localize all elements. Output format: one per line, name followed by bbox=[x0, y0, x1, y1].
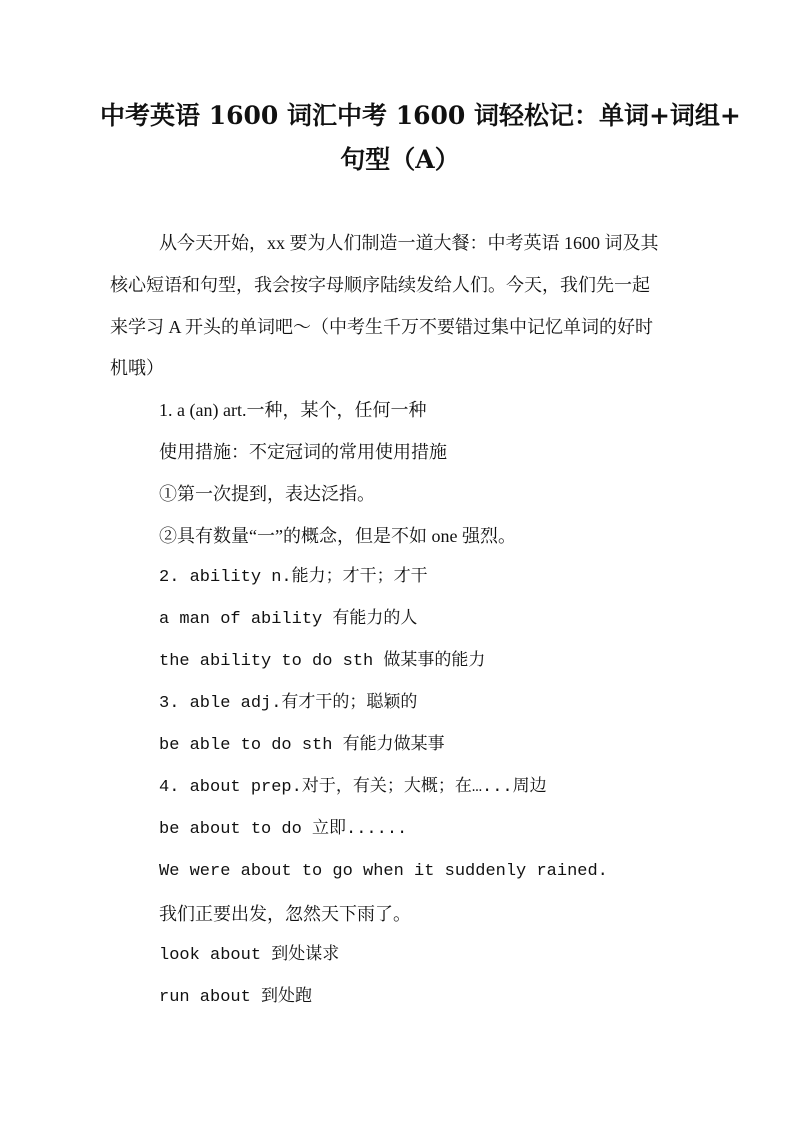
entry-3-headword: 3. able adj.有才干的；聪颖的 bbox=[159, 694, 418, 713]
entry-1-usage-title: 使用措施：不定冠词的常用使用措施 bbox=[159, 442, 447, 462]
intro-paragraph-line-4: 机哦） bbox=[110, 358, 164, 378]
entry-4-headword: 4. about prep.对于，有关；大概；在…...周边 bbox=[159, 778, 547, 797]
entry-2-headword: 2. ability n.能力；才干；才干 bbox=[159, 568, 428, 587]
entry-4-example-translation: 我们正要出发，忽然天下雨了。 bbox=[159, 904, 411, 924]
entry-3-phrase-1: be able to do sth 有能力做某事 bbox=[159, 736, 445, 755]
entry-2-phrase-1: a man of ability 有能力的人 bbox=[159, 610, 418, 629]
entry-4-phrase-3: run about 到处跑 bbox=[159, 988, 313, 1007]
intro-paragraph-line-1: 从今天开始，xx 要为人们制造一道大餐：中考英语 1600 词及其 bbox=[159, 233, 659, 253]
entry-2-phrase-2: the ability to do sth 做某事的能力 bbox=[159, 652, 486, 671]
entry-4-phrase-2: look about 到处谋求 bbox=[159, 946, 340, 965]
entry-1-usage-point-1: ①第一次提到，表达泛指。 bbox=[159, 484, 375, 504]
entry-1-usage-point-2: ②具有数量“一”的概念，但是不如 one 强烈。 bbox=[159, 526, 516, 546]
entry-1-headword: 1. a (an) art.一种，某个，任何一种 bbox=[159, 400, 427, 420]
document-title-line-1: 中考英语 1600 词汇中考 1600 词轻松记：单词+词组+ bbox=[100, 101, 741, 130]
document-title-line-2: 句型（A） bbox=[340, 145, 460, 174]
intro-paragraph-line-3: 来学习 A 开头的单词吧～（中考生千万不要错过集中记忆单词的好时 bbox=[110, 317, 654, 337]
intro-paragraph-line-2: 核心短语和句型，我会按字母顺序陆续发给人们。今天，我们先一起 bbox=[110, 275, 650, 295]
entry-4-phrase-1: be about to do 立即...... bbox=[159, 820, 408, 839]
entry-4-example-sentence: We were about to go when it suddenly rained. bbox=[159, 862, 608, 881]
